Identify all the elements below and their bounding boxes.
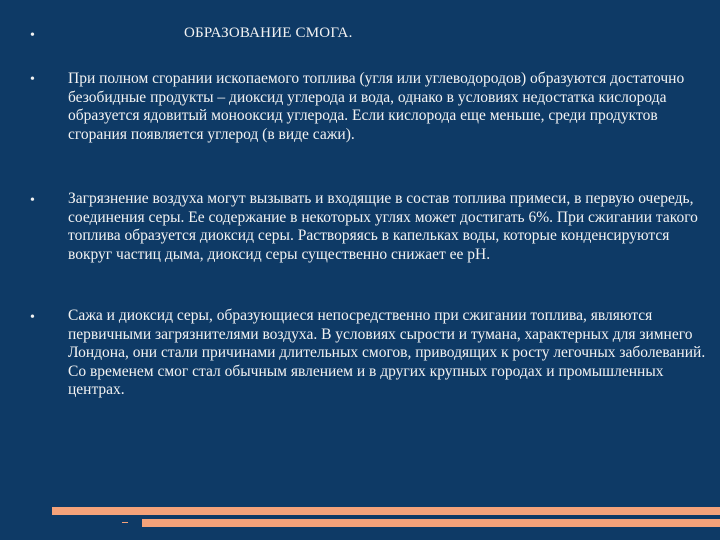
paragraph-2: Загрязнение воздуха могут вызывать и входящие в состав топлива примеси, в первую очередь, соединения серы. Ее содержание в некоторых углях может достигать 6%. При сжигании такого топлива образуется диоксид серы. Растворяясь в капельках воды, которые конденсируются вокруг частиц дыма, диоксид серы существенно снижает ее рН. (68, 190, 698, 263)
bullet-1: • (30, 72, 35, 87)
accent-bar-top (52, 507, 720, 515)
accent-tick (122, 522, 128, 523)
paragraph-3: Сажа и диоксид серы, образующиеся непосредственно при сжигании топлива, являются первичными загрязнителями воздуха. В условиях сырости и тумана, характерных для зимнего Лондона, они стали причинами длительных смогов, приводящих к росту легочных заболеваний. Со временем смог стал обычным явлением и в других крупных городах и промышленных центрах. (68, 307, 706, 398)
slide-title: ОБРАЗОВАНИЕ СМОГА. (184, 25, 353, 41)
bullet-2: • (30, 193, 35, 208)
bullet-title: • (30, 28, 35, 43)
bullet-3: • (30, 310, 35, 325)
paragraph-1: При полном сгорании ископаемого топлива (угля или углеводородов) образуются достаточно безобидные продукты – диоксид углерода и вода, однако в условиях недостатка кислорода образуется ядовитый монооксид углерода. Если кислорода еще меньше, среди продуктов сгорания появляется углерод (в виде сажи). (68, 70, 685, 143)
accent-bar-bottom (142, 519, 720, 527)
